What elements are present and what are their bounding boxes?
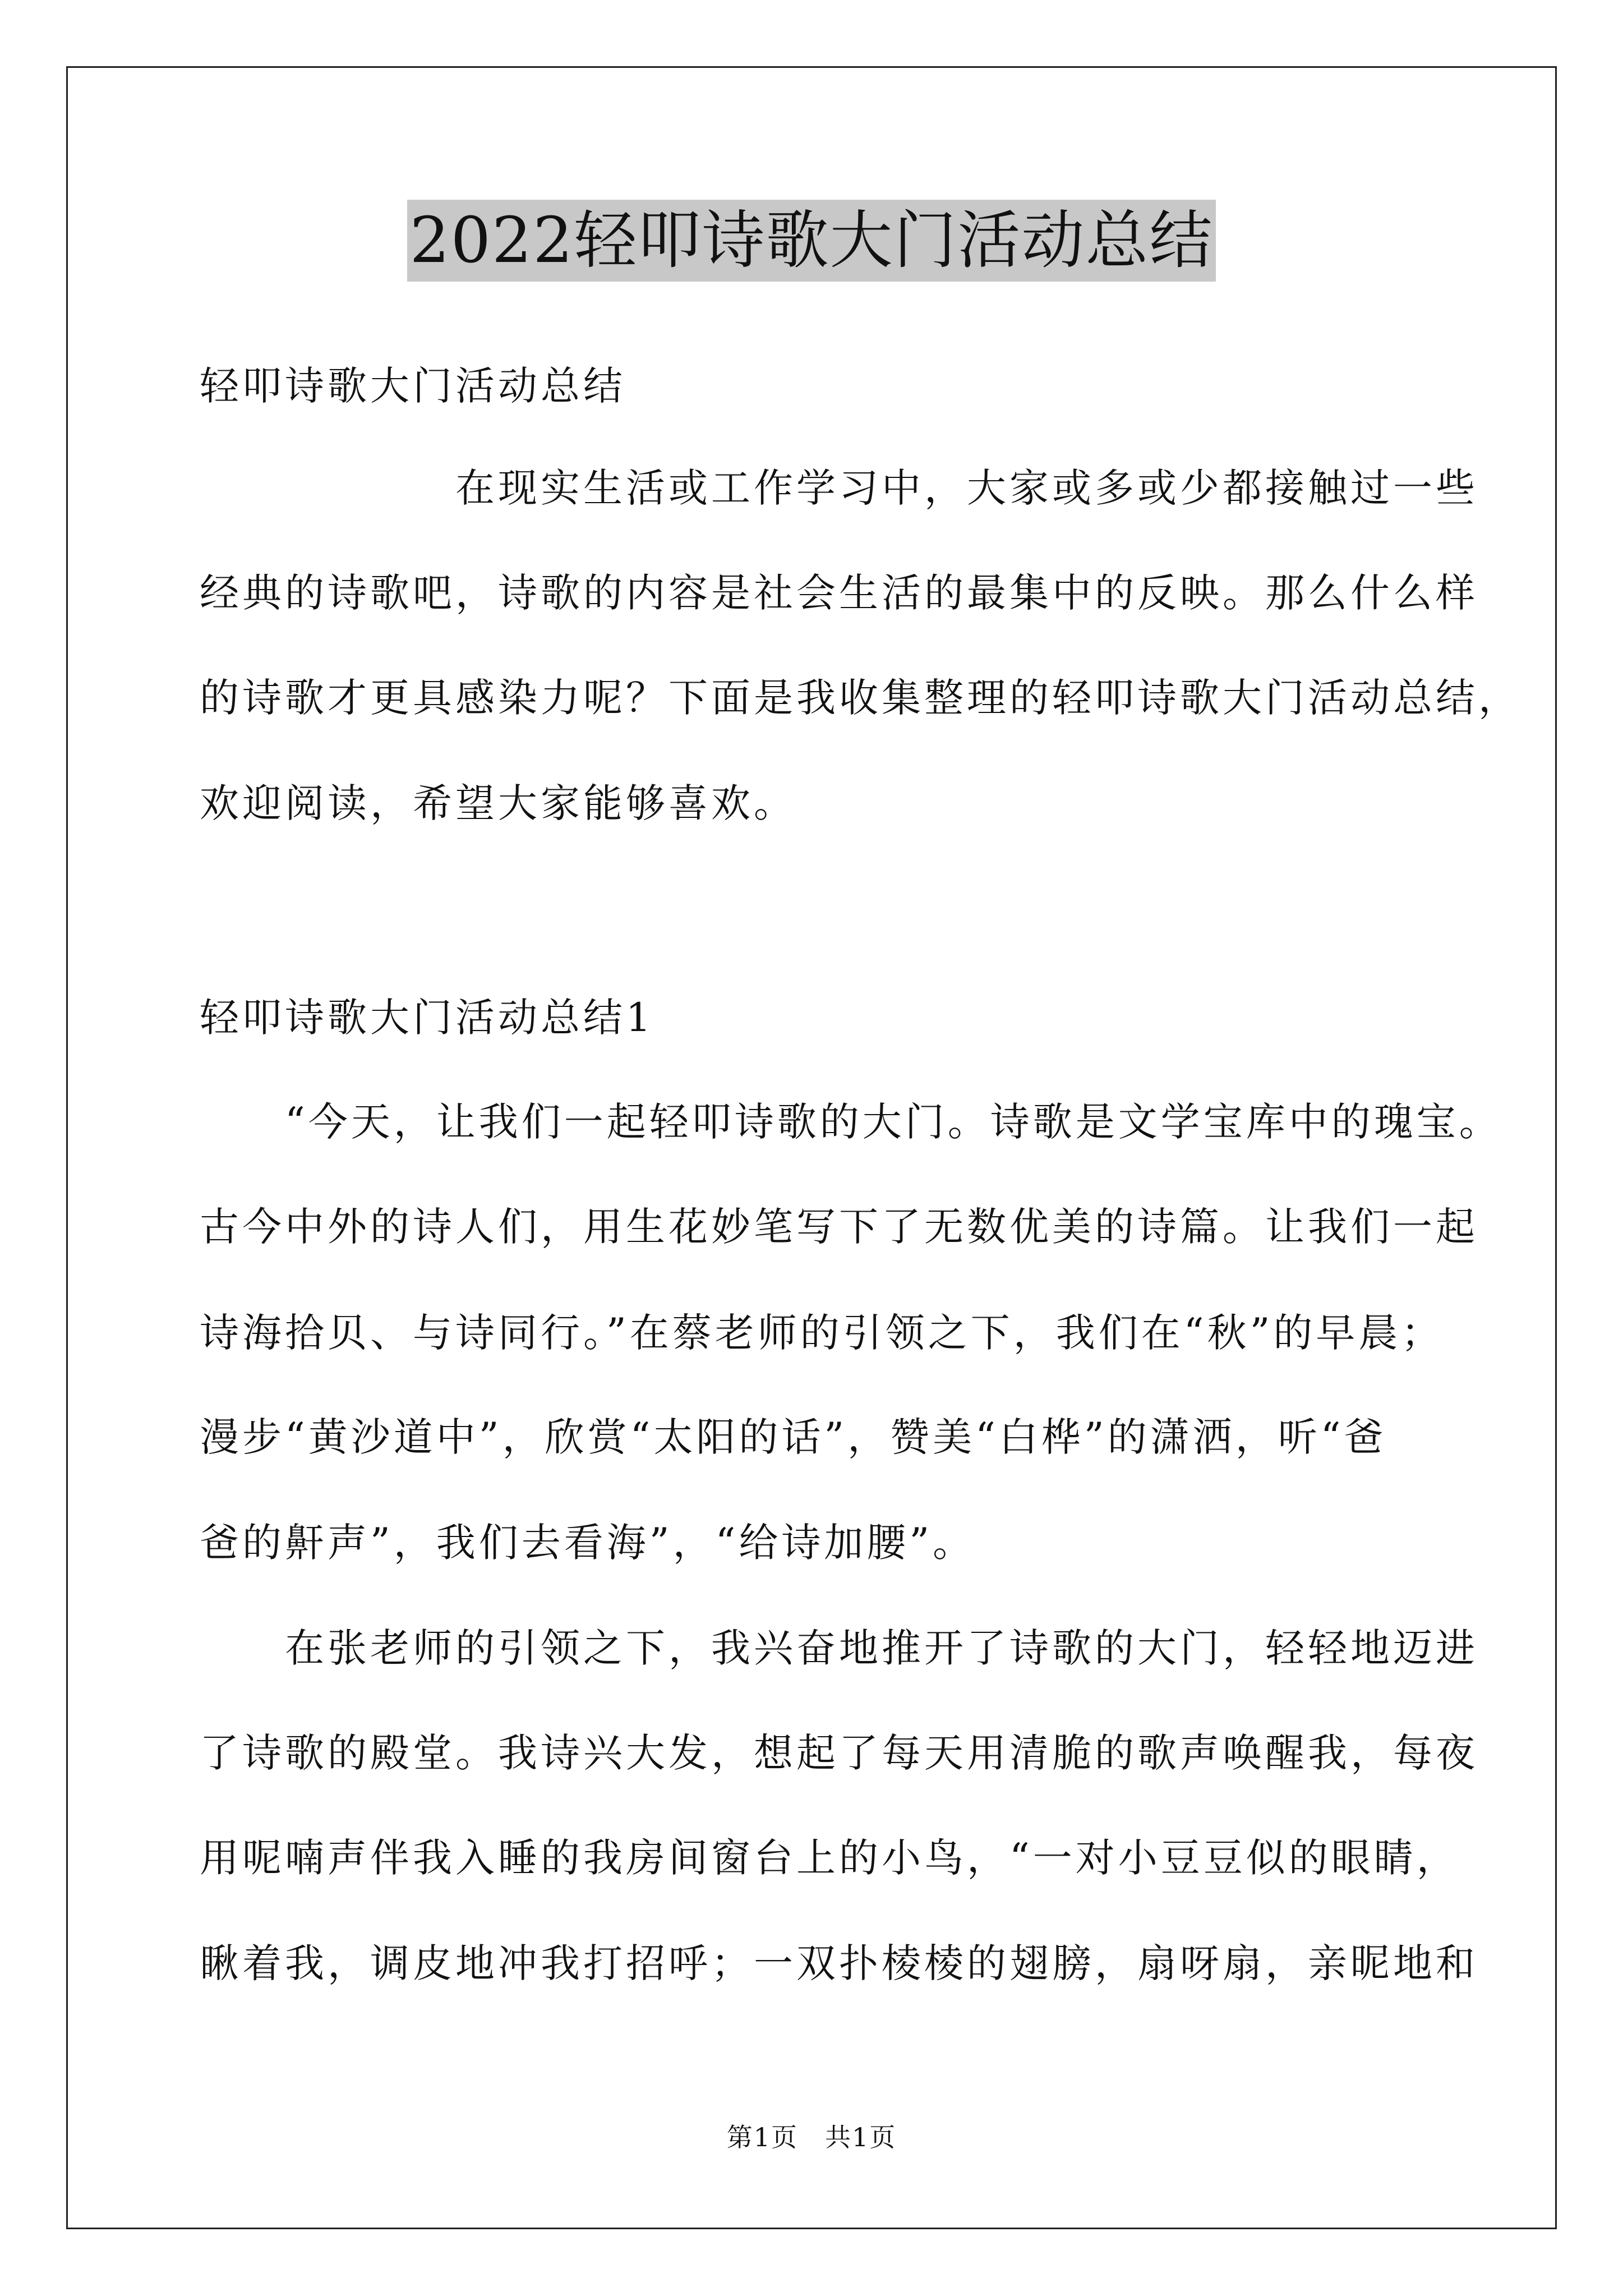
text-line: 经典的诗歌吧，诗歌的内容是社会生活的最集中的反映。那么什么样	[200, 570, 1478, 616]
page-footer: 第1页 共1页	[726, 2122, 897, 2152]
text-line: 漫步“黄沙道中”，欣赏“太阳的话”，赞美“白桦”的潇洒，听“爸	[200, 1414, 1387, 1460]
text-line: 诗海拾贝、与诗同行。”在蔡老师的引领之下，我们在“秋”的早晨；	[200, 1310, 1444, 1356]
text-line: 爸的鼾声”，我们去看海”，“给诗加腰”。	[200, 1520, 976, 1566]
text-line: 在张老师的引领之下，我兴奋地推开了诗歌的大门，轻轻地迈进	[200, 1625, 1478, 1671]
document-title-text: 2022轻叩诗歌大门活动总结	[407, 200, 1215, 282]
section-heading: 轻叩诗歌大门活动总结1	[200, 995, 654, 1041]
text-line: 的诗歌才更具感染力呢？下面是我收集整理的轻叩诗歌大门活动总结，	[200, 675, 1521, 721]
text-line: 用呢喃声伴我入睡的我房间窗台上的小鸟，“一对小豆豆似的眼睛，	[200, 1835, 1459, 1881]
text-line: 了诗歌的殿堂。我诗兴大发，想起了每天用清脆的歌声唤醒我，每夜	[200, 1730, 1478, 1776]
text-line: 瞅着我，调皮地冲我打招呼；一双扑棱棱的翅膀，扇呀扇，亲昵地和	[200, 1940, 1478, 1986]
text-line: 轻叩诗歌大门活动总结	[200, 363, 626, 409]
text-line: 古今中外的诗人们，用生花妙笔写下了无数优美的诗篇。让我们一起	[200, 1204, 1478, 1250]
text-line: 在现实生活或工作学习中，大家或多或少都接触过一些	[200, 465, 1478, 511]
text-line: 欢迎阅读，希望大家能够喜欢。	[200, 780, 796, 826]
document-title	[0, 199, 1623, 283]
text-line: “今天，让我们一起轻叩诗歌的大门。诗歌是文学宝库中的瑰宝。	[200, 1099, 1502, 1145]
